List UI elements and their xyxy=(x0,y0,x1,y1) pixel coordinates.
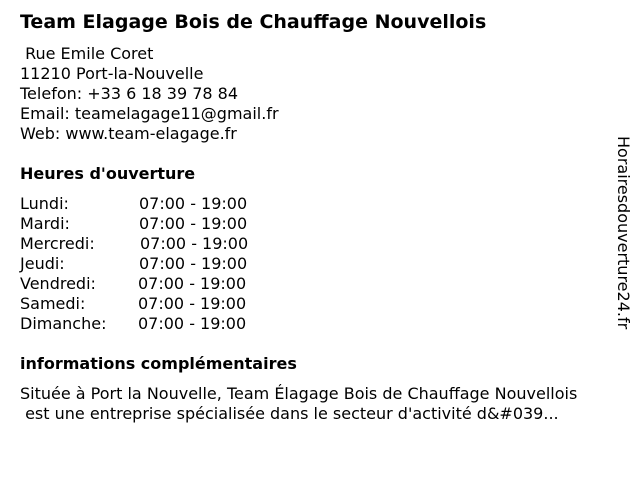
opening-hours-table xyxy=(20,194,280,334)
hours-value: 07:00 - 19:00 xyxy=(138,314,247,333)
info-description xyxy=(20,384,632,424)
day-label: Mercredi: xyxy=(20,234,95,253)
side-brand-text: Horairesdouverture24.fr xyxy=(614,136,633,330)
business-name: Team Elagage Bois de Chauffage Nouvellois xyxy=(20,11,487,33)
day-label: Lundi: xyxy=(20,194,69,213)
hours-row-sunday xyxy=(20,314,280,334)
hours-row-friday xyxy=(20,274,280,294)
hours-value: 07:00 - 19:00 xyxy=(138,274,247,293)
contact-block xyxy=(20,44,279,144)
city-line: 11210 Port-la-Nouvelle xyxy=(20,64,204,83)
hours-value: 07:00 - 19:00 xyxy=(138,294,247,313)
hours-heading: Heures d'ouverture xyxy=(20,164,196,183)
web-line: Web: www.team-elagage.fr xyxy=(20,124,237,143)
info-line-2: est une entreprise spécialisée dans le secteur d'activité d&#039... xyxy=(20,404,559,423)
hours-row-tuesday xyxy=(20,214,280,234)
email-line: Email: teamelagage11@gmail.fr xyxy=(20,104,279,123)
hours-value: 07:00 - 19:00 xyxy=(140,234,249,253)
hours-value: 07:00 - 19:00 xyxy=(139,254,248,273)
side-brand-watermark xyxy=(613,136,633,352)
hours-row-monday xyxy=(20,194,280,214)
day-label: Samedi: xyxy=(20,294,86,313)
day-label: Dimanche: xyxy=(20,314,107,333)
hours-row-saturday xyxy=(20,294,280,314)
day-label: Mardi: xyxy=(20,214,70,233)
hours-row-thursday xyxy=(20,254,280,274)
hours-value: 07:00 - 19:00 xyxy=(139,194,248,213)
day-label: Vendredi: xyxy=(20,274,96,293)
info-heading: informations complémentaires xyxy=(20,354,297,373)
hours-row-wednesday xyxy=(20,234,280,254)
street-address: Rue Emile Coret xyxy=(20,44,154,63)
phone-line: Telefon: +33 6 18 39 78 84 xyxy=(20,84,239,103)
day-label: Jeudi: xyxy=(20,254,65,273)
info-line-1: Située à Port la Nouvelle, Team Élagage Bois de Chauffage Nouvellois xyxy=(20,384,578,403)
hours-value: 07:00 - 19:00 xyxy=(139,214,248,233)
